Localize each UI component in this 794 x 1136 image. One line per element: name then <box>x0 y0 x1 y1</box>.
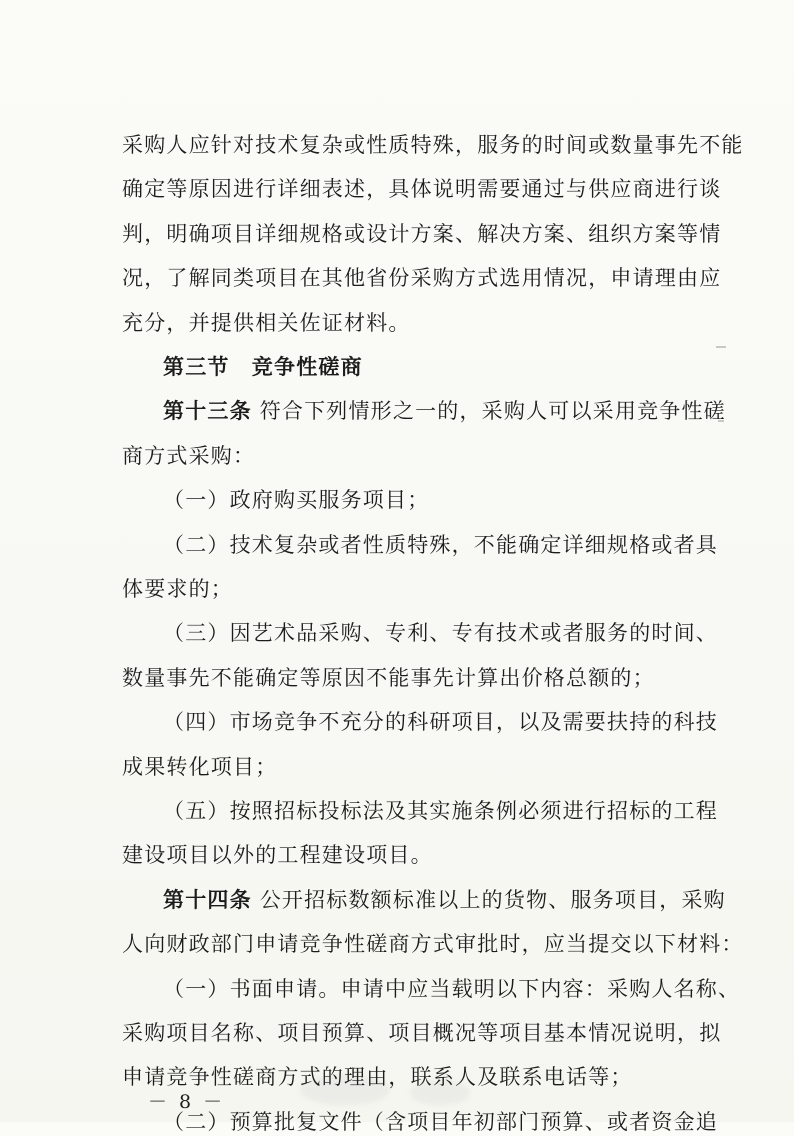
list-item: （四）市场竞争不充分的科研项目，以及需要扶持的科技 <box>163 710 718 734</box>
article-14-text: 公开招标数额标准以上的货物、服务项目，采购 <box>251 888 726 912</box>
list-item-continuation: 建设项目以外的工程建设项目。 <box>122 843 433 867</box>
list-item-continuation: 申请竞争性磋商方式的理由，联系人及联系电话等； <box>122 1065 633 1089</box>
paragraph-line: 况，了解同类项目在其他省份采购方式选用情况，申请理由应 <box>122 266 722 290</box>
page-number: － 8 － <box>148 1091 226 1113</box>
paragraph-line: 充分，并提供相关佐证材料。 <box>122 311 411 335</box>
section-heading: 第三节 竞争性磋商 <box>163 354 363 379</box>
list-item: （一）政府购买服务项目； <box>163 488 430 512</box>
article-14-label: 第十四条 <box>163 887 252 912</box>
list-item: （三）因艺术品采购、专利、专有技术或者服务的时间、 <box>163 621 718 645</box>
article-13-line-2: 商方式采购： <box>122 444 256 468</box>
list-item: （二）技术复杂或者性质特殊，不能确定详细规格或者具 <box>163 533 718 557</box>
article-13-text: 符合下列情形之一的，采购人可以采用竞争性磋 <box>251 399 726 423</box>
list-item-continuation: 成果转化项目； <box>122 755 278 779</box>
paragraph-line: 采购人应针对技术复杂或性质特殊，服务的时间或数量事先不能 <box>122 133 744 157</box>
paragraph-line: 确定等原因进行详细表述，具体说明需要通过与供应商进行谈 <box>122 177 722 201</box>
article-14-line-2: 人向财政部门申请竞争性磋商方式审批时，应当提交以下材料： <box>122 932 744 956</box>
article-14-line-1 <box>163 886 726 914</box>
list-item: （一）书面申请。申请中应当载明以下内容：采购人名称、 <box>163 977 741 1001</box>
list-item: （二）预算批复文件（含项目年初部门预算、或者资金追 <box>163 1110 718 1134</box>
list-item: （五）按照招标投标法及其实施条例必须进行招标的工程 <box>163 799 718 823</box>
article-13-label: 第十三条 <box>163 398 252 423</box>
list-item-continuation: 体要求的； <box>122 577 233 601</box>
scan-mark <box>716 346 726 348</box>
paragraph-line: 判，明确项目详细规格或设计方案、解决方案、组织方案等情 <box>122 222 722 246</box>
list-item-continuation: 数量事先不能确定等原因不能事先计算出价格总额的； <box>122 666 655 690</box>
list-item-continuation: 采购项目名称、项目预算、项目概况等项目基本情况说明，拟 <box>122 1021 722 1045</box>
article-13-line-1 <box>163 397 726 425</box>
